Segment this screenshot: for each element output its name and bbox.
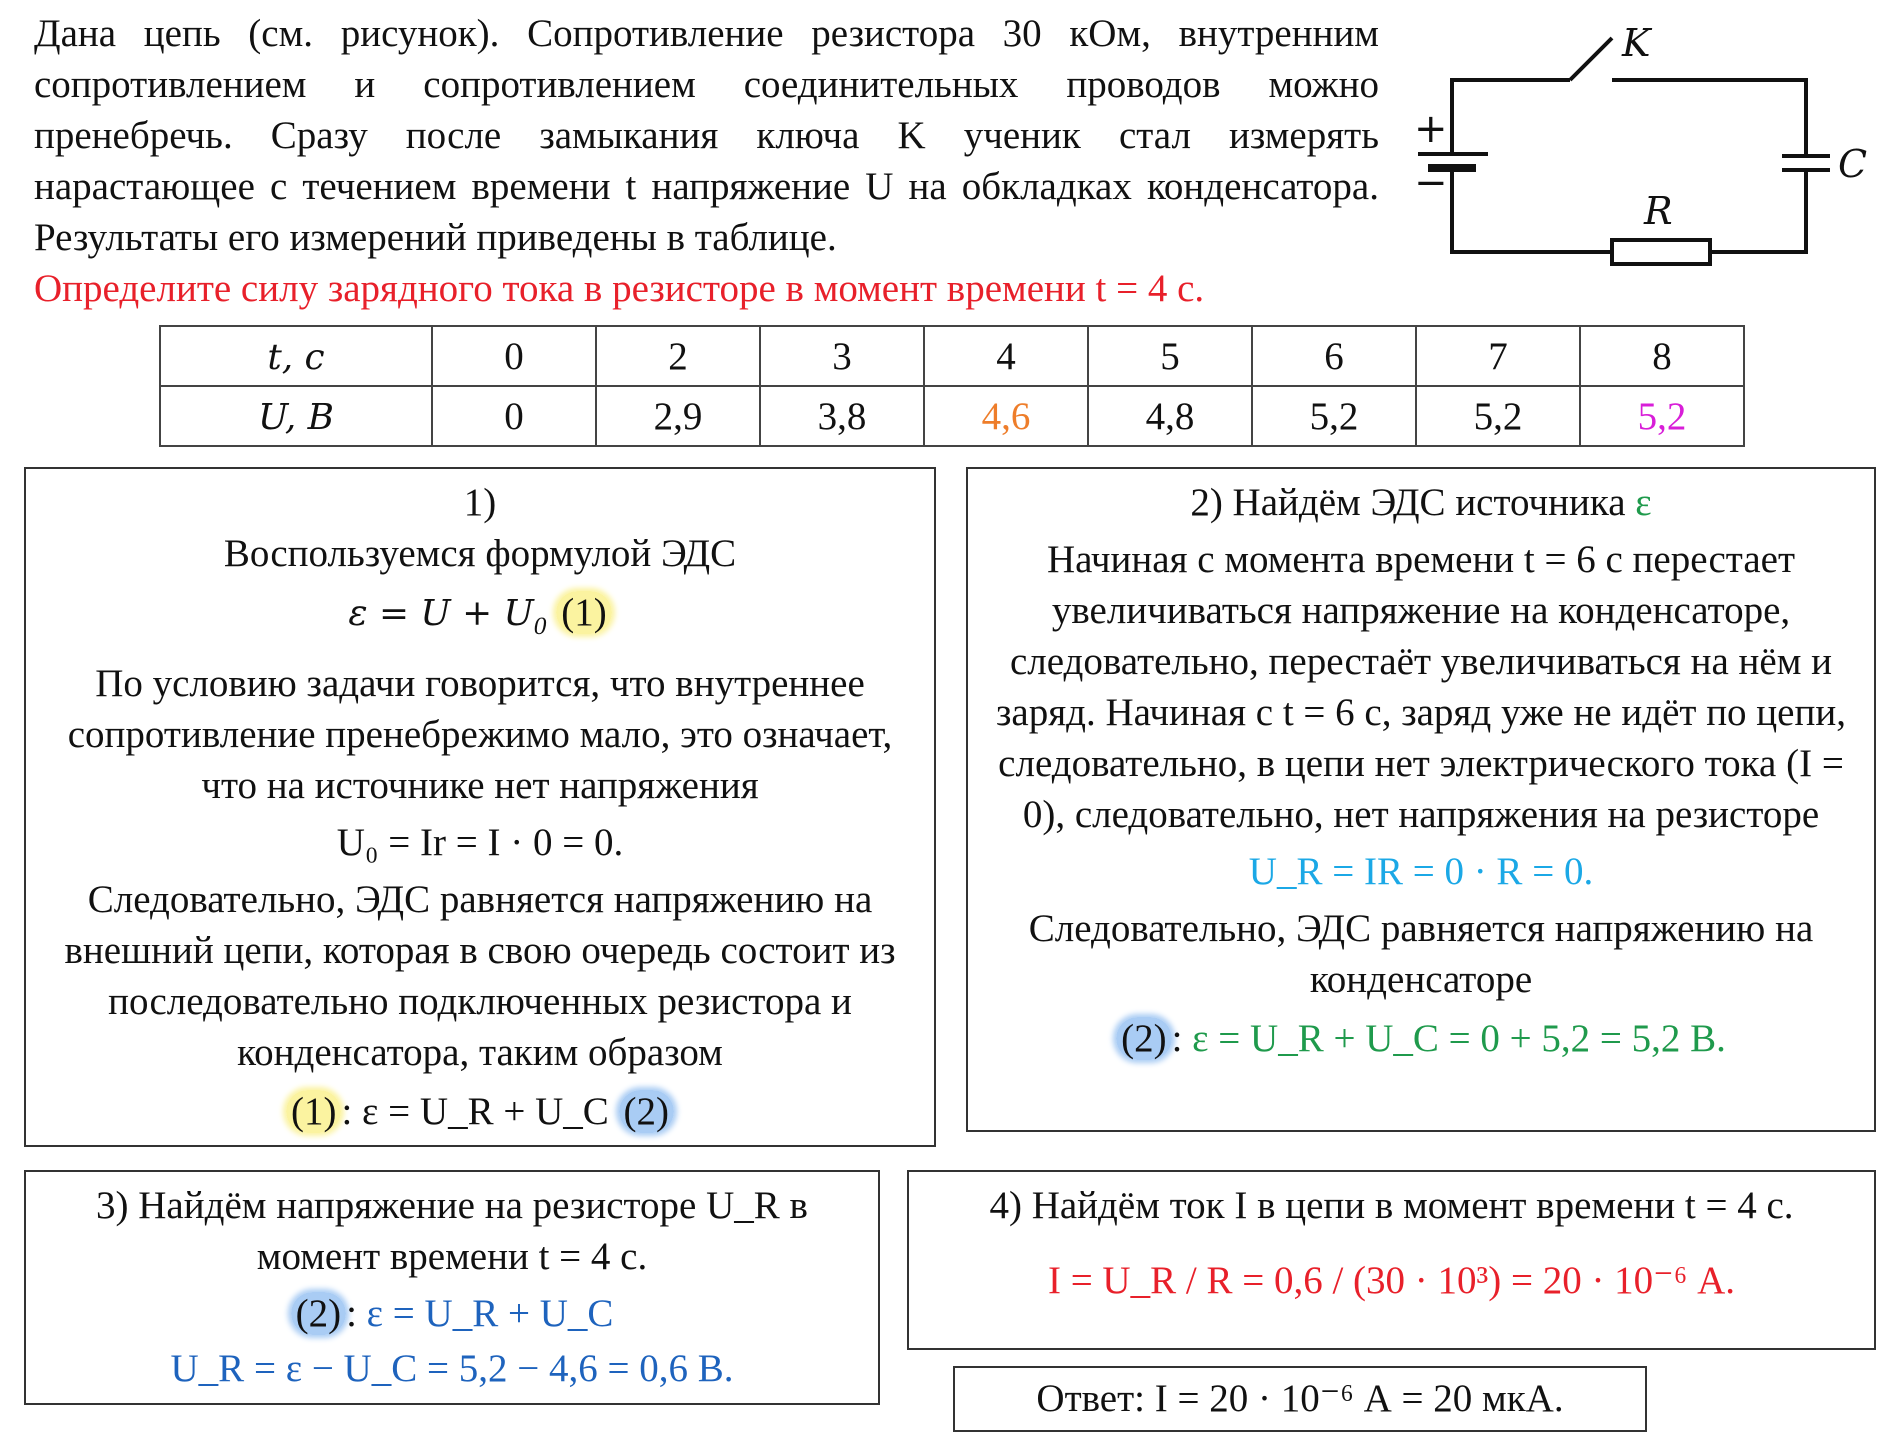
- table-cell: 3: [760, 326, 924, 386]
- table-cell-u8: 5,2: [1580, 386, 1744, 446]
- step4-title: 4) Найдём ток I в цепи в момент времени t = 4 с.: [989, 1184, 1794, 1227]
- table-cell: 8: [1580, 326, 1744, 386]
- problem-text: Дана цепь (см. рисунок). Сопротивление резистора 30 кОм, внутренним сопротивлением и сопротивлением соединительных проводов можно пренебречь. Сразу после замыкания ключа K ученик стал измерять нарастающее с течением времени t напряжение U на обкладках конденсатора. Результаты его измерений приведены в таблице.: [34, 12, 1379, 259]
- step1-title: 1): [463, 481, 497, 524]
- table-cell: 3,8: [760, 386, 924, 446]
- step2-text2: Следовательно, ЭДС равняется напряжению на конденсаторе: [1028, 907, 1814, 1001]
- step2-text1: Начиная с момента времени t = 6 с перестает увеличиваться напряжение на конденсаторе, следовательно, перестаёт увеличиваться на нём и заряд. Начиная с t = 6 с, заряд уже не идёт по цепи, следовательно, в цепи нет электрического тока (I = 0), следовательно, нет напряжения на резисторе: [996, 538, 1846, 836]
- battery-minus-label: −: [1414, 160, 1448, 206]
- table-cell: 5,2: [1416, 386, 1580, 446]
- step2-formula1: U_R = IR = 0 · R = 0.: [1248, 850, 1594, 893]
- table-header-t: t, с: [160, 326, 432, 386]
- table-cell: 5: [1088, 326, 1252, 386]
- solution-step-1: [24, 467, 936, 1147]
- step2-title: 2) Найдём ЭДС источника ε: [1190, 481, 1652, 524]
- table-cell: 4: [924, 326, 1088, 386]
- step1-text1: По условию задачи говорится, что внутреннее сопротивление пренебрежимо мало, это означает, что на источнике нет напряжения: [67, 661, 893, 807]
- table-cell: 5,2: [1252, 386, 1416, 446]
- problem-question: Определите силу зарядного тока в резисторе в момент времени t = 4 с.: [34, 267, 1205, 310]
- step2-formula2: ε = U_R + U_C = 0 + 5,2 = 5,2 В.: [1192, 1017, 1726, 1060]
- tag-2-step3: (2): [291, 1292, 346, 1335]
- tag-1: (1): [556, 591, 611, 634]
- step3-formula1-line: (2) : ε = U_R + U_C: [40, 1288, 864, 1339]
- table-row-u: [160, 386, 1744, 446]
- step3-formula1: ε = U_R + U_C: [366, 1292, 614, 1335]
- table-row-t: [160, 326, 1744, 386]
- solution-step-4: [907, 1170, 1876, 1350]
- answer-box: [953, 1366, 1647, 1432]
- table-cell: 2,9: [596, 386, 760, 446]
- final-formula: ε = U_R + U_C: [362, 1089, 609, 1133]
- final-tag-2: (2): [619, 1090, 674, 1133]
- table-cell-u4: 4,6: [924, 386, 1088, 446]
- step1-formula2: U₀ = Ir = I · 0 = 0.: [336, 820, 624, 864]
- step3-title: 3) Найдём напряжение на резисторе U_R в момент времени t = 4 с.: [96, 1184, 808, 1278]
- step4-formula: I = U_R / R = 0,6 / (30 · 10³) = 20 · 10⁻⁶ А.: [1047, 1259, 1736, 1302]
- table-cell: 4,8: [1088, 386, 1252, 446]
- step1-final: (1) : ε = U_R + U_C (2): [40, 1086, 920, 1137]
- table-cell: 6: [1252, 326, 1416, 386]
- capacitor-label: C: [1838, 142, 1868, 186]
- battery-plus-label: +: [1414, 106, 1448, 152]
- resistor-label: R: [1644, 189, 1673, 233]
- solution-step-2: [966, 467, 1876, 1132]
- step3-formula2: U_R = ε − U_C = 5,2 − 4,6 = 0,6 В.: [170, 1347, 734, 1390]
- final-tag-1: (1): [286, 1090, 341, 1133]
- circuit-diagram: [1400, 20, 1880, 270]
- table-cell: 7: [1416, 326, 1580, 386]
- step1-formula: $\varepsilon = U + U_0$ (1): [40, 587, 920, 652]
- answer-text: Ответ: I = 20 · 10⁻⁶ А = 20 мкА.: [1036, 1377, 1564, 1420]
- problem-statement: [34, 8, 1379, 314]
- tag-2: (2): [1116, 1017, 1171, 1060]
- table-cell: 0: [432, 386, 596, 446]
- step1-intro: Воспользуемся формулой ЭДС: [223, 532, 737, 575]
- step2-formula2-line: (2) : ε = U_R + U_C = 0 + 5,2 = 5,2 В.: [982, 1013, 1860, 1064]
- emf-symbol: ε: [1635, 481, 1652, 524]
- solution-step-3: [24, 1170, 880, 1405]
- table-header-u: U, В: [160, 386, 432, 446]
- table-cell: 2: [596, 326, 760, 386]
- step1-text2: Следовательно, ЭДС равняется напряжению на внешний цепи, которая в свою очередь состоит из последовательно подключенных резистора и конденсатора, таким образом: [64, 877, 896, 1074]
- table-cell: 0: [432, 326, 596, 386]
- key-label: K: [1622, 21, 1651, 65]
- measurements-table: [159, 325, 1745, 447]
